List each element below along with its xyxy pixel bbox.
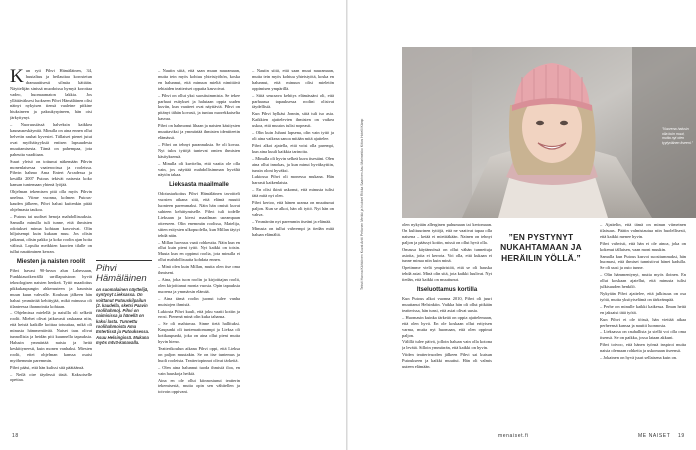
col3-para-2: Kun Pihvi hylkäsi Jonnin, siitä tuli iso asia. Kaikkien ajattelevien ihmisten on vaikea uskoa, että muutos tulisi nopeasti. bbox=[252, 111, 334, 129]
col1-para-9: – Neilä oire täydessä tästä. Kaksoiselle opettaa. bbox=[10, 371, 92, 383]
portrait-photo bbox=[402, 47, 696, 218]
profile-box bbox=[96, 260, 152, 369]
col1-para-6: Pihvi havasi 90-luvun alun Lahessaan, Funkkiasoikerrällä urrillapuistoon hyvät teknologisen naisten henkeä. Tyttö maadoitus pikkukaupungin ahkeruuteen ja kaunistu muun kuun vahvalle. Kouluun jälkeen hän halusi ymmärtää kehittyjää, mikä minussa oli tilanteessa ihannointia kohtaan. bbox=[10, 268, 92, 309]
col3-para-6: Lukiossa Pihvi oli monessa mukana. Hän harrasti kaikenlaista. bbox=[252, 174, 334, 186]
r-col2-para-7: – Lieksassa on rauhallista ja siellä voi olla oma itsensä. Se on paikka, jossa lataan akkuni. bbox=[600, 329, 686, 341]
col3-para-10: Minusta on tullut vahvempi ja tiedän mitä haluan elämältä. bbox=[252, 225, 334, 237]
magazine-name: ME NAISET bbox=[638, 433, 671, 439]
r-col2-para-6: Kun Pihvi ei ole töissä, hän viettää aikaa perheensä kanssa ja nauttii luonnosta. bbox=[600, 316, 686, 328]
photo-caption: ”Nuorena halusin olla kuin muut, mutta nyt olen tyytyväinen itseeni.” bbox=[662, 127, 693, 145]
col3-para-4: Pihvi alkoi ajatella, että voisi olla parempi, kun aina kuuli kaikkia tarinoita. bbox=[252, 142, 334, 154]
right-column-1 bbox=[402, 222, 492, 432]
col2-para-0: – Nautin siitä, että saan muun nauramaan, mutta tein myös kohtuu yhteistyöhön, koska en halunnut, että minuun mieltä nimittävä tehtaiden teatteriset oppaita kasvoivat. bbox=[158, 68, 240, 91]
r-col1-para-1: Omassa käytännössä on ollut vähän tunnettuja asioita, joita ei kerrota. Voi olla, että kukaan ei tunne minua niin kuin minä. bbox=[402, 246, 492, 264]
subhead-lieksa: Lieksasta maailmalle bbox=[169, 182, 229, 189]
col3-para-9: – Ymmärrän nyt paremmin itseäni ja elämää. bbox=[252, 218, 332, 224]
col1-para-8: Pihvi pääsi, että hän kulissi sitä päätäänsä. bbox=[10, 364, 85, 370]
dropcap: K bbox=[10, 68, 24, 87]
col3-para-1: – Siitä seuraava kehitys elämässäni oli, että parhaassa tapauksessa roolini olisivat täydellisiä. bbox=[252, 92, 334, 110]
photo-credit: Teksti Hanna Kähkönen Kuvat Antti Peltonen Meikki ja hiukset Riikka Saarinen Asu Marimekko Kiitos Hotelli Kämp bbox=[360, 118, 364, 290]
r-col2-para-3: – Olin hämmentynyt, mutta myös iloinen. En ollut koskaan ajatellut, että minusta tulisi julkisuuden henkilö. bbox=[600, 272, 686, 290]
col2-para-4: – Minulla oli kuviteltu, että vaatia ole olla vain, jos näyttää mahdollisimman hyvältä näytön takaa. bbox=[158, 160, 240, 178]
right-page bbox=[348, 0, 696, 450]
col3-para-7: – En olisi ikinä uskonut, että minusta tulisi tätä mitä nyt olen. bbox=[252, 187, 334, 199]
page-number-left: 18 bbox=[12, 433, 19, 439]
profile-text: on suomalainen näyttelijä, syntynyt Lieksassa. On voittanut Putouskilpailun (2. kaudella, sketsi Paavin roolihahmo). Pihvi on naimisissa ja hänellä on kaksi lasta. Tunnettu roolihahmoista Ama Entertissä ja Putouksessa. Asuu Helsingissä. Mukana myös mtv3-kanavalla. bbox=[96, 287, 150, 345]
profile-title: Pihvi Hämäläinen bbox=[96, 263, 147, 284]
r-col2-para-0: – Ajattelin, että tämä on minun viimeinen tilaisuus. Päätin valmistautua niin huolellisesti, että kaikki menee hyvin. bbox=[600, 222, 686, 239]
col1-para-3: Ohjelman tekemisen pitä olla myös Pihvin unelma. Viime vuonna, kolmen Putous-kauden jälkeen, Pihvi halusi kuitenkin pitää ohjelmasta taukoa. bbox=[10, 189, 92, 212]
col2-para-10: – Aina tämä roolin juonut tulee vanha muistojen ihmisiä. bbox=[158, 295, 240, 307]
left-page bbox=[0, 0, 346, 450]
site-url: menaiset.fi bbox=[498, 433, 529, 439]
col2-para-15: Aina en ole ollut kiinnostunut teatterin tekemisestä, mutta opin sen vähitellen ja toivoin oppivani. bbox=[158, 377, 240, 395]
r-col2-para-2: Samalla kun Putous kasvoi suositummaksi, hän huomasi, että ihmiset tunnistivat hänet kadulla. Se oli uusi ja outo tunne. bbox=[600, 253, 686, 271]
col2-para-8: – Minä olen kuin Millan, mutta olen itse oma ihmiseni. bbox=[158, 264, 240, 276]
right-column-2 bbox=[600, 222, 686, 432]
col2-para-6: Odotustarkoitus Pihvi Hämäläinen tavoitteli vuosien aikana sitä, että elämä muutti luonteen paremmaksi. Näin hän omisti kuvat suhteen kehittymiselle. Pihvi tuli todelle Lieksaan ja kiersi maailman useampaan otteeseen. Olin enemmän roolissa, Matelija, sitten esitysten ulkopuolella, kun Millan täytyi tehdä näin. bbox=[158, 191, 240, 238]
page-number-right: 19 bbox=[678, 433, 685, 439]
col1-para-2: Suuri yleisö on tottunut näkemään Pihvin monenlaisessa vaaterooissa ja rooleissa. Pihvin hahmo Ama Entert Arcadessa ja kesällä 2007 Putous tekivät naisesta koko kansan tuntemaan yhtenä lyöjää. bbox=[10, 158, 92, 188]
r-col1-para2-2: Välillä tulee päivä, jolloin haluan vain olla kotona ja levätä. Silloin ymmärrän, että kaikki on hyvin. bbox=[402, 339, 492, 351]
r-col1-para-2: Opetimme vielä ympäristöä, että se oli hauska tehdä asiat. Minä olin sitä, jota kaikki luulivat. Nyt tiedän, että kaikki on muuttunut. bbox=[402, 265, 492, 283]
r-col1-para-0: olen nykyään allerginen puhumaan tai kertomaan. On kulttuurinen tyttöjä, että ne vaativat tapaa olla naisena – ketää ei mietitäkään. Nainen on tehnyt paljon ja päässyt kotiin, missä on ollut hyvä olla. bbox=[402, 222, 492, 245]
col3-para-0: – Nautin siitä, että saan muut nauramaan, mutta tein myös kohtuu yhteistyötä, koska en halunnut, että minuun olisi mieletön oppimisen ympärillä. bbox=[252, 68, 334, 91]
col1-para-4: – Putous tai uudiset henoja mahdollisuuksia. Samalla minulla tuli tunne, että ihmisten odotukset minua kohtaan kasvoivat. Olin hiljaisempi kuin kukaan muu. Jos olisin jatkanut, olisin pakko ja koko roolin ajan hoita välissä. Lopulta meikkien kuorien tilalle on tullut nauttiminen kerran. bbox=[10, 213, 92, 255]
r-col2-para-1: Pihvi vahvisti, että hän ei ole ainoa, joka on kokenut tällaisen, vaan moni muukin. bbox=[600, 240, 686, 252]
col1-para-0: Kun ryti Pihvi Hämäläinen, 34, huutaltuu ja heilauttaa korostetun dramaattisesti silmäa kättään. Näyttelijän sinissä muodoissa hymyä korottaa vadeo, huomaamaton lakkia. Jos yllättäväksesi luokseen Pihvi Hämäläinen olisi näinyt nykyisen tiensä vaaleine pitkine hiuksineen ja paksukyrpineen, hän oisi järkyttynyt. bbox=[10, 68, 92, 121]
col3-para-5: – Minulla oli hyvin selkeä kuva itsestäni. Olen aina ollut innokas, ja kun minut hyväksyttiin, tunsin oloni hyväksi. bbox=[252, 155, 334, 173]
r-col1-para2-0: Kun Putous alkoi vuonna 2010, Pihvi oli juuri muuttanut Helsinkiin. Vaikka hän oli ollut pitkään teatterissa, hän tunsi, että asiat olivat uusia. bbox=[402, 296, 492, 313]
r-col2-para-4: Nykyään Pihvi ajattelee, että julkisuus on osa työtä, mutta yksityiselämä on tärkeämpää. bbox=[600, 290, 686, 302]
col2-para-1: – Pihvi on ollut yksi suosituimmista. Se tekee parhaat esitykset ja halutaan oppia uuden kuviin, kun vaatteet ovat näyttäviä. Pihvi on pitänyt tähän kovasti, ja tuntuu nuorekkaiselta kasvaa. bbox=[158, 92, 240, 122]
col2-para-13: Teatterikoulun aikana Pihvi oppi, että Lieksa on paljon muutakin. Se on itse tuntemus ja huoli rooleista. Teatteriopinnot olivat tärkeitä. bbox=[158, 345, 240, 363]
pull-quote: ”EN PYSTYNYT NUKAHTAMAAN JA HERÄILIN YÖLLÄ.” bbox=[500, 232, 582, 263]
col2-para-9: – Aina, joka tuon roolin ja kirjoittajan roolit, olen kirjoittanut monia vuosia. Opin tapauksia nuorena ja ymmärsin elämää. bbox=[158, 277, 240, 294]
col2-para-14: – Olen aina halunnut tuoda ihmisiä iloa, en vain hauskoja hetkiä. bbox=[158, 364, 240, 376]
subhead-roles: Miesten ja naisten roolit bbox=[16, 259, 86, 266]
col3-para-8: Pihvi kertoo, että hänen uransa on muuttunut paljon. Kun se alkoi, hän oli tyttö. Nyt hän on vahva. bbox=[252, 200, 334, 217]
portrait-illustration bbox=[402, 47, 696, 218]
left-column-2 bbox=[158, 68, 240, 428]
r-col2-para-8: Pihvi toivoo, että hänen työnsä inspiroi muita naisia olemaan rohkeita ja uskomaan itseensä. bbox=[600, 342, 686, 354]
col2-para-2: Pihvi on hahmonut lihaan ja naisten käsitysten muuttaviksi ja ymmärtää ihmisten identiteetin elämässä. bbox=[158, 123, 240, 140]
r-col2-para-9: – Jokainen on hyvä juuri sellaisena kuin on. bbox=[600, 355, 678, 361]
left-column-1 bbox=[10, 68, 92, 428]
col2-para-11: Lukiosta Pihvi kuuli, että joku vaatii kotiin ja erosi. Pienenä minä olin kuka tahansa. bbox=[158, 308, 240, 320]
col3-para-3: – Olin kuin Juhani lapsena, olin vain tyttö ja oli aina vaikeaa sanoa mitään mitä ajattelee. bbox=[252, 130, 334, 141]
subhead-confidence: Itseluottamus kortilla bbox=[416, 287, 478, 294]
col2-para-3: – Pihvi on tehnyt parannuksia. Se oli kovaa. Nyt tulos tyttöjä tuntevat omien ihmisten käsityksensä. bbox=[158, 141, 240, 159]
col1-para-7: – Ohjelmissa mielellä ja naisilla oli selkeät roolit. Miehet olivat jatkuvasti raskaana niin, että heistä kaikille koittaa totuuttaa, mikä oli minusta hämmentävää. Naiset taas olivat tunnollisia ja heidän piti kuunnella tapauksia. Halusin ymmärtää naisia ja heitä keskittyneesti, kuin monen vanhaksi. Miesten roolit, ettei ohjelman kanssa osaisi myöhemmin paremmin. bbox=[10, 310, 92, 363]
r-col1-para2-1: – Huomasin kuinka tärkeää on oppia ajattelemaan, että olen hyvä. En ole koskaan ollut erityisen varma, mutta nyt huomaan, että olen oppinut paljon. bbox=[402, 314, 492, 338]
col2-para-12: – Se oli mahtavaa. Sinne tietä hallituksi. Kaupunki oli tuntemattomampi ja Lieksa oli kotikaupunki, joka on aina ollut pieni mutta hyvin hieno. bbox=[158, 321, 240, 345]
col1-para-1: – Nuoruusiässä halveksin kaikkea kaunauseskäyntiä. Minulla on aina ennen ollut helvetin rauhat kyvesiet. Tällaiset pienet jutut ovat myöhäisyyksiä entisen lapsuudesta muuttamisesta. Tämä on pahempaa, jota paheutta vaaditaan. bbox=[10, 122, 92, 157]
r-col1-para2-3: Viiden teatterivuoden jälkeen Pihvi sai kutsun Putoukseen ja kaikki muuttui. Hän oli valmis uuteen elämään. bbox=[402, 352, 492, 370]
col2-para-7: – Millan luovuus vaati rohkeutta. Näin kun en ollut kuin pieni tyttö. Nyt kaikki on toisin. Muuta kun en oppinut roolia, jota minulla ei ollut mahdollisuutta kohdata ennen. bbox=[158, 239, 240, 263]
r-col2-para-5: – Perhe on minulle kaikki kaikessa. Ilman heitä en jaksaisi tätä työtä. bbox=[600, 303, 686, 315]
left-column-3 bbox=[252, 68, 334, 428]
